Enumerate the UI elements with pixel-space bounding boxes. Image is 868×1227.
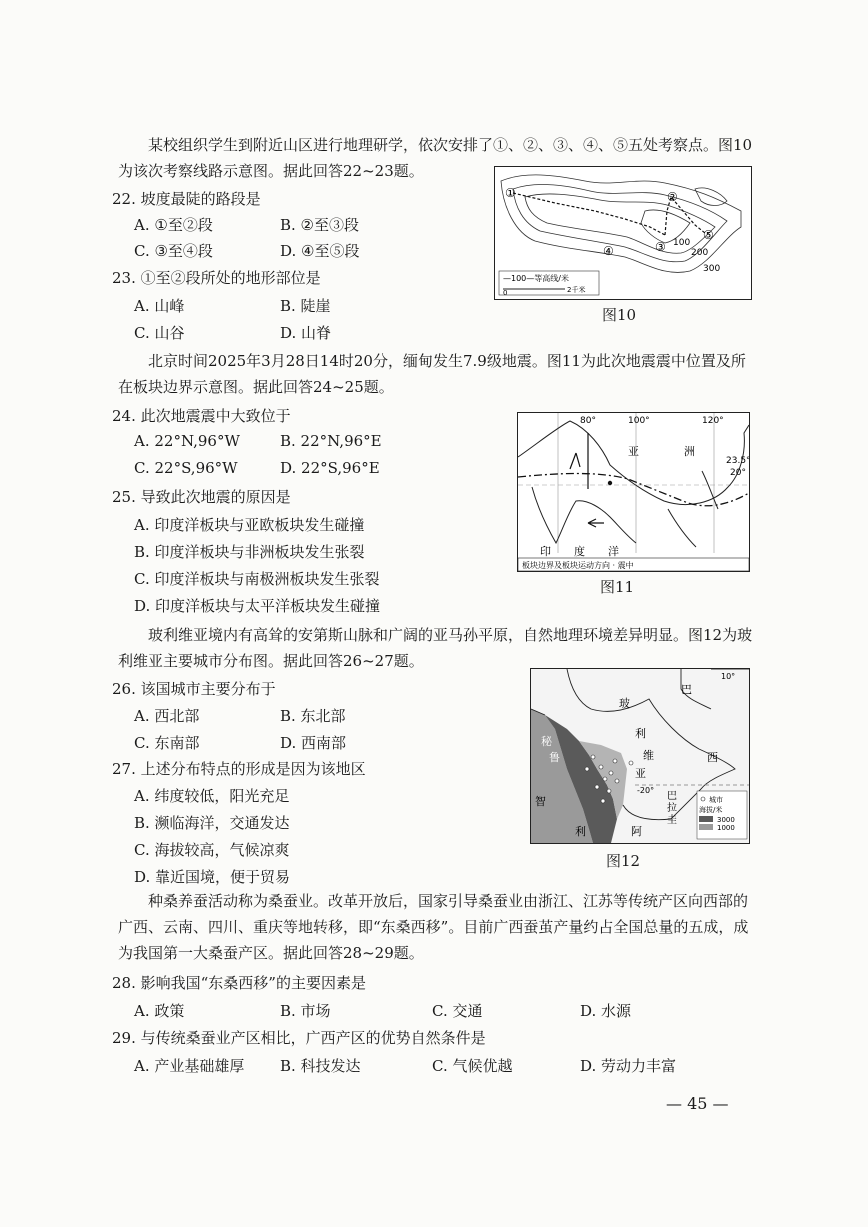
q23-option-c[interactable]: C. 山谷 (134, 324, 185, 342)
fig12-legend-city: 城市 (709, 796, 723, 804)
fig12-label-li: 利 (635, 727, 646, 740)
fig12-legend-elevation: 海拔/米 (699, 806, 723, 814)
figure-12-bolivia-map (530, 668, 750, 844)
page-number: — 45 — (666, 1094, 729, 1113)
fig10-contour-100: 100 (673, 238, 691, 248)
fig12-lat-10: 10° (721, 672, 736, 681)
q25-option-c[interactable]: C. 印度洋板块与南极洲板块发生张裂 (134, 570, 380, 588)
fig12-legend-1000: 1000 (717, 824, 735, 832)
question-26-stem: 26. 该国城市主要分布于 (112, 680, 276, 698)
q22-option-a[interactable]: A. ①至②段 (134, 216, 213, 234)
fig10-legend-contour: —100—等高线/米 (503, 274, 569, 283)
q25-option-b[interactable]: B. 印度洋板块与非洲板块发生张裂 (134, 543, 365, 561)
q26-option-a[interactable]: A. 西北部 (134, 707, 200, 725)
q23-option-a[interactable]: A. 山峰 (134, 297, 185, 315)
figure-10-contour-map (494, 166, 752, 300)
q22-option-c[interactable]: C. ③至④段 (134, 242, 213, 260)
fig12-legend-3000: 3000 (717, 816, 735, 824)
q27-option-c[interactable]: C. 海拔较高，气候凉爽 (134, 841, 290, 859)
q24-option-d[interactable]: D. 22°S,96°E (280, 459, 380, 477)
intro-paragraph-4: 种桑养蚕活动称为桑蚕业。改革开放后，国家引导桑蚕业由浙江、江苏等传统产区向西部的广西、云南、四川、重庆等地转移，即“东桑西移”。目前广西蚕茧产量约占全国总量的五成，成为我国第一大桑蚕产区。据此回答28~29题。 (118, 892, 749, 962)
fig12-label-xi: 西 (707, 751, 718, 764)
fig11-lon-120: 120° (702, 416, 724, 426)
fig12-label-bo: 玻 (619, 697, 630, 710)
fig12-lat-20: -20° (637, 786, 655, 795)
fig11-lon-100: 100° (628, 416, 650, 426)
fig10-point-3: ③ (655, 240, 666, 254)
q29-option-c[interactable]: C. 气候优越 (432, 1057, 513, 1075)
question-24-stem: 24. 此次地震震中大致位于 (112, 407, 291, 425)
fig11-lat-20: 20° (730, 468, 746, 478)
fig10-scale-zero: 0 (503, 289, 508, 297)
fig12-label-bi: 秘 (541, 735, 552, 748)
fig12-label-wei: 维 (643, 749, 654, 762)
fig12-label-lu: 鲁 (549, 751, 560, 764)
fig12-label-bala-3: 圭 (667, 815, 677, 826)
question-28-stem: 28. 影响我国“东桑西移”的主要因素是 (112, 974, 366, 992)
question-22-stem: 22. 坡度最陡的路段是 (112, 190, 261, 208)
fig11-lat-23-5: 23.5° (726, 456, 749, 466)
fig10-point-5: ⑤ (703, 228, 714, 242)
q23-option-b[interactable]: B. 陡崖 (280, 297, 331, 315)
fig10-point-2: ② (667, 190, 678, 204)
intro-paragraph-2: 北京时间2025年3月28日14时20分，缅甸发生7.9级地震。图11为此次地震震中位置及所在板块边界示意图。据此回答24~25题。 (118, 352, 746, 396)
fig10-point-1: ① (505, 186, 516, 200)
q27-option-d[interactable]: D. 靠近国境，便于贸易 (134, 868, 291, 886)
q28-option-b[interactable]: B. 市场 (280, 1002, 331, 1020)
q28-option-c[interactable]: C. 交通 (432, 1002, 483, 1020)
q29-option-b[interactable]: B. 科技发达 (280, 1057, 361, 1075)
question-23-stem: 23. ①至②段所处的地形部位是 (112, 269, 321, 287)
fig11-lon-80: 80° (580, 416, 596, 426)
figure-11-caption: 图11 (600, 578, 635, 596)
fig12-label-li2: 利 (575, 825, 586, 838)
fig11-label-ocean-2: 度 (574, 545, 585, 558)
q24-option-b[interactable]: B. 22°N,96°E (280, 432, 382, 450)
q25-option-d[interactable]: D. 印度洋板块与太平洋板块发生碰撞 (134, 597, 381, 615)
figure-10-caption: 图10 (602, 306, 637, 324)
question-25-stem: 25. 导致此次地震的原因是 (112, 488, 291, 506)
q22-option-d[interactable]: D. ④至⑤段 (280, 242, 360, 260)
q24-option-a[interactable]: A. 22°N,96°W (134, 432, 240, 450)
intro-paragraph-3: 玻利维亚境内有高耸的安第斯山脉和广阔的亚马孙平原，自然地理环境差异明显。图12为玻利维亚主要城市分布图。据此回答26~27题。 (118, 626, 753, 670)
question-27-stem: 27. 上述分布特点的形成是因为该地区 (112, 760, 366, 778)
fig11-label-ocean-1: 印 (540, 545, 551, 558)
q26-option-b[interactable]: B. 东北部 (280, 707, 346, 725)
fig11-label-ocean-3: 洋 (608, 545, 619, 558)
fig12-label-bala-1: 巴 (667, 791, 677, 802)
q29-option-a[interactable]: A. 产业基础雄厚 (134, 1057, 245, 1075)
fig12-label-ba: 巴 (681, 683, 692, 696)
fig10-contour-300: 300 (703, 264, 721, 274)
figure-12-caption: 图12 (606, 852, 641, 870)
fig11-label-asia-2: 洲 (684, 445, 695, 458)
q26-option-c[interactable]: C. 东南部 (134, 734, 200, 752)
fig10-legend-scale: 2千米 (567, 286, 586, 294)
q29-option-d[interactable]: D. 劳动力丰富 (580, 1057, 677, 1075)
figure-11-plate-map (517, 412, 750, 572)
fig10-contour-200: 200 (691, 248, 709, 258)
q27-option-a[interactable]: A. 纬度较低，阳光充足 (134, 787, 290, 805)
fig11-label-asia-1: 亚 (628, 445, 639, 458)
q27-option-b[interactable]: B. 濒临海洋，交通发达 (134, 814, 290, 832)
q26-option-d[interactable]: D. 西南部 (280, 734, 347, 752)
fig12-label-a: 阿 (631, 825, 642, 838)
fig11-legend: 板块边界及板块运动方向 · 震中 (522, 561, 634, 570)
q24-option-c[interactable]: C. 22°S,96°W (134, 459, 238, 477)
q28-option-a[interactable]: A. 政策 (134, 1002, 185, 1020)
q28-option-d[interactable]: D. 水源 (580, 1002, 632, 1020)
q25-option-a[interactable]: A. 印度洋板块与亚欧板块发生碰撞 (134, 516, 365, 534)
question-29-stem: 29. 与传统桑蚕业产区相比，广西产区的优势自然条件是 (112, 1029, 486, 1047)
fig12-label-ya: 亚 (635, 767, 646, 780)
intro-paragraph-1: 某校组织学生到附近山区进行地理研学，依次安排了①、②、③、④、⑤五处考察点。图10为该次考察线路示意图。据此回答22~23题。 (118, 136, 753, 180)
q22-option-b[interactable]: B. ②至③段 (280, 216, 360, 234)
q23-option-d[interactable]: D. 山脊 (280, 324, 332, 342)
fig12-label-zhi: 智 (535, 795, 546, 808)
fig11-epicenter (608, 481, 612, 485)
fig12-label-bala-2: 拉 (667, 803, 677, 814)
fig10-point-4: ④ (603, 244, 614, 258)
